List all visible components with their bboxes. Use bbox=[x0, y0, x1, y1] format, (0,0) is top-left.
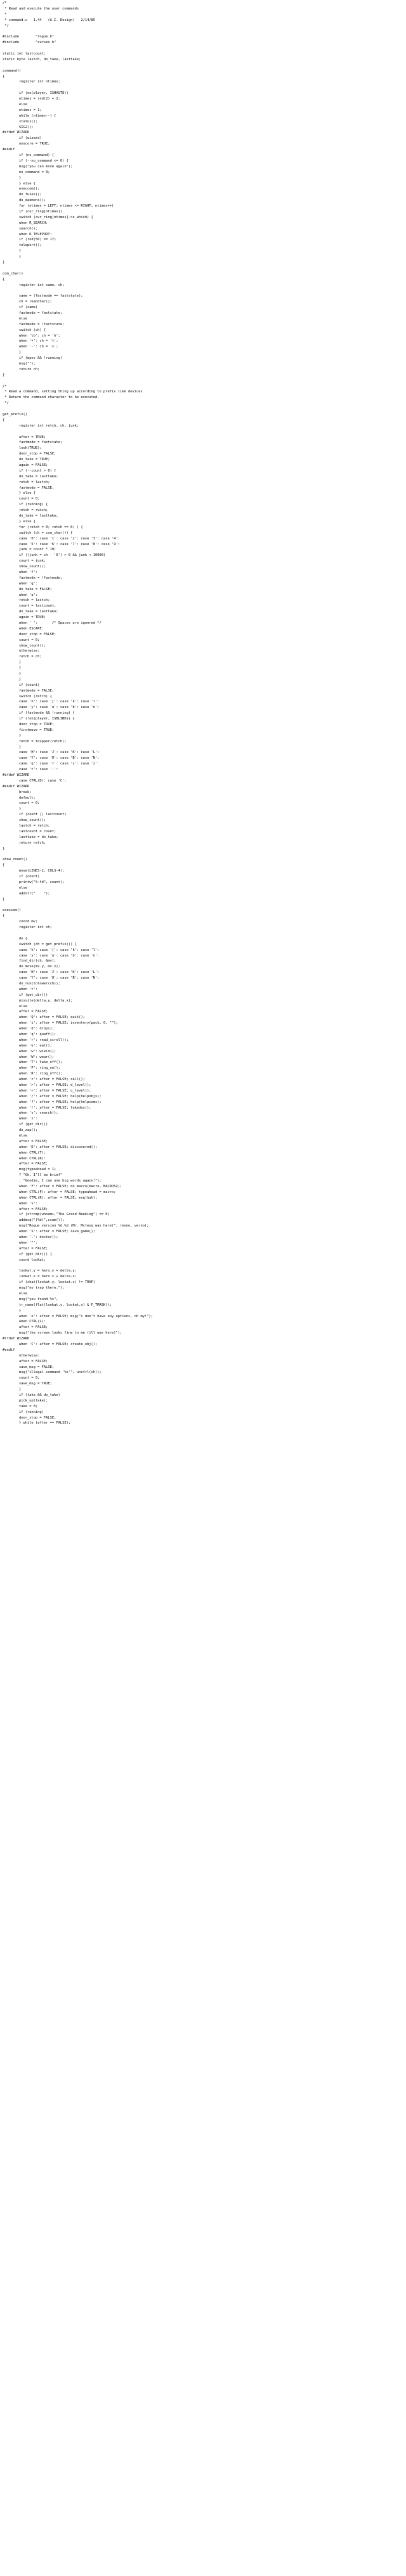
code-line: } bbox=[3, 733, 22, 738]
code-line: return ch; bbox=[3, 367, 40, 371]
code-line: otherwise: bbox=[3, 649, 40, 654]
code-line: do_take = TRUE; bbox=[3, 458, 50, 462]
code-line bbox=[3, 903, 406, 908]
code-line: retch = lastch; bbox=[3, 598, 50, 603]
code-line: } bbox=[3, 1308, 22, 1313]
code-line: when CTRL(L): bbox=[3, 1320, 46, 1324]
code-line: * Read a command, setting thing up according to prefix like devices bbox=[3, 390, 143, 394]
code-line: msg("the screen looks fine to me (jll was here)"); bbox=[3, 1331, 122, 1336]
code-line: when '>': after = FALSE; d_level(); bbox=[3, 1083, 91, 1087]
code-line: when 'o': after = FALSE; msg("i don't have any options, oh my!"); bbox=[3, 1314, 153, 1318]
code-line: } bbox=[3, 660, 22, 665]
code-line: count = 0; bbox=[3, 638, 40, 642]
code-line bbox=[3, 288, 406, 293]
code-line: msg("illegal command '%s'", unctrl(ch)); bbox=[3, 1370, 102, 1375]
code-line: } else { bbox=[3, 491, 36, 496]
code-line: do_take = lasttake; bbox=[3, 610, 58, 614]
code-line: when 'S': after = FALSE; save_game(); bbox=[3, 1230, 96, 1234]
code-line: */ bbox=[3, 23, 9, 28]
code-line: #ifdef WIZARD bbox=[3, 131, 30, 135]
code-line: else bbox=[3, 316, 27, 321]
code-line: after = FALSE; bbox=[3, 1207, 48, 1211]
code-line: if (chat(lookat.y, lookat.x) != TRAP) bbox=[3, 1280, 96, 1285]
code-line: if (running) { bbox=[3, 503, 48, 507]
code-line: show_count(); bbox=[3, 818, 46, 823]
code-line: return retch; bbox=[3, 840, 46, 845]
code-line: register int ntimes; bbox=[3, 80, 60, 84]
code-line: after = FALSE; bbox=[3, 1325, 48, 1330]
code-line: if (count || lastcount) bbox=[3, 813, 67, 817]
code-line: addstr(" "); bbox=[3, 891, 50, 896]
code-line: msg(typeahead = 1) bbox=[3, 1168, 56, 1172]
code-line: count = 0; bbox=[3, 801, 40, 806]
code-line: if (take && do_take) bbox=[3, 1393, 60, 1397]
code-line: #endif bbox=[3, 148, 15, 152]
code-line: switch (ch) { bbox=[3, 328, 46, 332]
code-line: do { bbox=[3, 936, 27, 941]
code-line: after = FALSE; bbox=[3, 1359, 48, 1363]
code-line: } bbox=[3, 260, 5, 264]
code-line: when '?': after = FALSE; help(helpcoms); bbox=[3, 1100, 102, 1104]
code-line: when '.': doctor(); bbox=[3, 1235, 58, 1240]
code-line: retch = lastch; bbox=[3, 480, 50, 484]
code-line: if (--no_command <= 0) { bbox=[3, 158, 69, 163]
code-line: when '^': bbox=[3, 1240, 38, 1245]
code-line: /* bbox=[3, 1, 7, 5]
code-line: pick_up(take); bbox=[3, 1398, 48, 1403]
code-line: again = FALSE; bbox=[3, 463, 48, 468]
code-line: case 'y': case 'u': case 'b': case 'n': bbox=[3, 705, 100, 710]
code-line: } bbox=[3, 351, 22, 355]
code-line: #include "curses.h" bbox=[3, 41, 56, 45]
code-line: #include "rogue.h" bbox=[3, 35, 55, 39]
code-line: when 'C': after = FALSE; create_obj(); bbox=[3, 1342, 98, 1346]
code-line: when '!': after = FALSE; fakedos(); bbox=[3, 1105, 91, 1110]
code-line: } bbox=[3, 176, 22, 180]
code-line: register int same, ch; bbox=[3, 283, 65, 287]
code-line: when '/': after = FALSE; help(helpobjs); bbox=[3, 1094, 102, 1098]
code-line: case 'H': case 'J': case 'K': case 'L': bbox=[3, 750, 100, 755]
code-line: do_take = FALSE; bbox=[3, 587, 52, 591]
code-line: if (mpos && !running) bbox=[3, 356, 63, 361]
code-line: if (wizard) bbox=[3, 136, 42, 141]
code-line: same = (fastmode == faststate); bbox=[3, 294, 83, 299]
code-line: door_stop = FALSE; bbox=[3, 452, 56, 456]
code-line: switch (cur_ring[ntimes]->o_which) { bbox=[3, 215, 93, 219]
code-line: lookat.x = hero.x + delta.x; bbox=[3, 1275, 77, 1279]
code-line: ch = readchar(); bbox=[3, 300, 52, 304]
code-line: } bbox=[3, 1388, 22, 1392]
code-line: else bbox=[3, 1004, 27, 1008]
code-line: no_command = 0; bbox=[3, 170, 50, 174]
code-line: when 'w': wield(); bbox=[3, 1049, 56, 1053]
code-line: retch = runch; bbox=[3, 508, 48, 513]
code-line: } else { bbox=[3, 181, 36, 186]
code-line: after = FALSE; bbox=[3, 1139, 48, 1143]
code-line: count = 0; bbox=[3, 1376, 40, 1381]
code-line: show_count(); bbox=[3, 565, 46, 569]
code-line: * Read and execute the user commands bbox=[3, 6, 79, 11]
code-line: } while (after == FALSE); bbox=[3, 1421, 71, 1426]
code-line: fastmode = !fastmode; bbox=[3, 576, 63, 580]
code-line: when '-': ch = 's'; bbox=[3, 345, 58, 349]
code-line: when 'e': eat(); bbox=[3, 1043, 52, 1048]
code-line: default: bbox=[3, 795, 36, 800]
code-line: if (on(player, ISHASTE)) bbox=[3, 91, 69, 96]
code-line: SIG2(); bbox=[3, 125, 34, 129]
code-line: coord lookat; bbox=[3, 1258, 46, 1262]
code-line: when CTRL(R): after = FALSE; msg(huh); bbox=[3, 1195, 98, 1200]
code-line: } bbox=[3, 255, 22, 259]
code-line: when 'r': read_scroll(); bbox=[3, 1038, 69, 1042]
code-line: fastmode = FALSE; bbox=[3, 688, 55, 693]
code-line: do_fuses(); bbox=[3, 193, 42, 197]
code-line: } bbox=[3, 666, 22, 671]
code-line: lookat.y = hero.y + delta.y; bbox=[3, 1269, 77, 1273]
code-line: switch (ch = com_char()) { bbox=[3, 531, 73, 535]
code-line: coord mv; bbox=[3, 920, 38, 924]
code-line: when CTRL(R): bbox=[3, 1156, 46, 1161]
code-line: if (cur_ring[ntimes]) bbox=[3, 209, 63, 214]
code-line: when 'a': bbox=[3, 593, 38, 597]
code-line: ntimes = rnd(2) + 2; bbox=[3, 97, 60, 101]
code-line: if (get_dir()) { bbox=[3, 1252, 52, 1256]
code-line: when R_SEARCH: bbox=[3, 221, 48, 225]
code-line: after = TRUE; bbox=[3, 435, 46, 439]
code-line: ? "Ok, I'll be brief" bbox=[3, 1173, 63, 1178]
code-line: when 't': bbox=[3, 987, 38, 991]
code-line: when 'v': bbox=[3, 1201, 38, 1206]
code-line: case 'y': case 'u': case 'b': case 'n': bbox=[3, 953, 100, 958]
code-line: msg("you can move again"); bbox=[3, 164, 73, 169]
code-line: case 'Y': case 'U': case 'B': case 'N': bbox=[3, 976, 100, 981]
code-line: fastmode = faststate; bbox=[3, 311, 63, 315]
code-line: when 's': search(); bbox=[3, 1111, 58, 1116]
code-line: when 'f': bbox=[3, 570, 38, 574]
code-line: when 'd': drop(); bbox=[3, 1027, 55, 1031]
code-line: * Return the command character to be executed. bbox=[3, 396, 100, 400]
code-line: addmsg("(%d)",csum()); bbox=[3, 1218, 65, 1223]
code-line: #endif WIZARD bbox=[3, 784, 30, 789]
code-line: do_take = lasttake; bbox=[3, 474, 58, 479]
code-line: when 'q': quaff(); bbox=[3, 1032, 56, 1036]
code-line: when 'Q': after = FALSE; quit(); bbox=[3, 1015, 85, 1020]
code-line: case '0': case '1': case '2': case '3': case '4': bbox=[3, 536, 120, 541]
code-line: count = junk; bbox=[3, 559, 46, 564]
code-line: retch = ch; bbox=[3, 655, 42, 659]
code-line bbox=[3, 851, 406, 857]
code-line: when 'R': ring_off(); bbox=[3, 1072, 63, 1076]
code-line: teleport(); bbox=[3, 243, 42, 248]
code-line: */ bbox=[3, 401, 9, 406]
code-line: when CTRL(F): after = FALSE; typeahead = macro; bbox=[3, 1190, 116, 1194]
code-line bbox=[3, 29, 406, 34]
code-line: case 'h': case 'j': case 'k': case 'l': bbox=[3, 700, 100, 704]
code-line: ntimes = 1; bbox=[3, 108, 42, 112]
code-line: } bbox=[3, 745, 22, 749]
code-line: switch (retch) { bbox=[3, 694, 52, 699]
code-line: door_stop = FALSE; bbox=[3, 1415, 56, 1420]
code-line: when ESCAPE: bbox=[3, 626, 44, 631]
code-line bbox=[3, 266, 406, 271]
code-line: missile(delta.y, delta.x); bbox=[3, 998, 73, 1003]
code-line: do_take = lasttake; bbox=[3, 514, 58, 518]
code-line: break; bbox=[3, 790, 32, 794]
code-line: msg("no trap there."); bbox=[3, 1286, 65, 1291]
code-line: { bbox=[3, 277, 5, 281]
code-line: when 'D': after = FALSE; discovered(); bbox=[3, 1145, 98, 1149]
code-line: com_char() bbox=[3, 271, 23, 276]
code-line: door_stop = TRUE; bbox=[3, 723, 55, 726]
code-line bbox=[3, 931, 406, 936]
code-line: else bbox=[3, 1291, 27, 1296]
code-line: again = TRUE; bbox=[3, 615, 46, 620]
code-line bbox=[3, 1263, 406, 1269]
code-line: else bbox=[3, 103, 27, 107]
code-line: when CTRL(T): bbox=[3, 1150, 46, 1155]
code-line: { bbox=[3, 863, 5, 868]
code-line: } bbox=[3, 249, 22, 254]
code-line: } bbox=[3, 846, 5, 851]
code-line: } bbox=[3, 807, 22, 811]
code-line: count = 0; bbox=[3, 497, 40, 501]
code-line: if (strcmp(whoami,"The Grand Beeking") == 0) bbox=[3, 1213, 110, 1217]
code-line: else bbox=[3, 1134, 27, 1138]
code-line: get_prefix() bbox=[3, 413, 27, 417]
code-line: command() bbox=[3, 68, 22, 73]
code-line: if (no_command) { bbox=[3, 153, 55, 158]
code-line: while (ntimes--) { bbox=[3, 113, 56, 118]
code-line: lasttake = do_take; bbox=[3, 835, 58, 839]
code-line: retch = toupper(retch); bbox=[3, 739, 67, 744]
code-line: when 'g': bbox=[3, 581, 38, 586]
code-line: * command.c 1.44 (A.I. Design) 2/14/85 bbox=[3, 18, 96, 22]
code-line: firstmove = TRUE; bbox=[3, 728, 55, 732]
code-line: when '+': ch = 't'; bbox=[3, 339, 58, 344]
code-line: if (count) bbox=[3, 683, 40, 687]
code-line: msg("Rogue version %d.%d (Mr. Mctesq was here)", revno, verno); bbox=[3, 1224, 149, 1228]
code-line: after = FALSE; bbox=[3, 1246, 48, 1251]
code-line: if (!on(player, ISBLIND)) { bbox=[3, 717, 75, 721]
code-line: when 'F': after = FALSE; do_macro(macro, MACROSZ); bbox=[3, 1185, 122, 1189]
code-line: when R_TELEPORT: bbox=[3, 232, 52, 236]
code-line: save_msg = FALSE; bbox=[3, 1365, 55, 1369]
code-line: when 'W': wear(); bbox=[3, 1055, 55, 1059]
code-line: fastmode = !faststate; bbox=[3, 322, 65, 326]
code-line: when ' ': /* Spaces are ignored */ bbox=[3, 621, 102, 625]
code-line: if (same) bbox=[3, 306, 38, 310]
code-line: do_zap(); bbox=[3, 1128, 38, 1133]
code-line bbox=[3, 63, 406, 68]
code-line: tr_name(flat(lookat.y, lookat.x) & F_TMASK)); bbox=[3, 1303, 112, 1307]
code-line: for (ntimes = LEFT; ntimes <= RIGHT; ntimes++) bbox=[3, 204, 114, 209]
code-line: { bbox=[3, 418, 5, 422]
code-line: fastmode = faststate; bbox=[3, 441, 63, 445]
code-line: after = FALSE; bbox=[3, 1010, 48, 1014]
code-line: fastmode = FALSE; bbox=[3, 486, 55, 490]
code-line: case 'Y': case 'U': case 'B': case 'N': bbox=[3, 756, 100, 761]
code-line bbox=[3, 378, 406, 384]
code-line bbox=[3, 406, 406, 412]
code-line: { bbox=[3, 914, 5, 918]
code-line: static byte lastch, do_take, lasttake; bbox=[3, 57, 81, 61]
code-line: #ifdef WIZARD bbox=[3, 773, 30, 778]
code-line: printw("%-4d", count); bbox=[3, 880, 65, 884]
code-line: case '5': case '6': case '7': case '8': case '9': bbox=[3, 542, 120, 546]
code-line: when '\b': ch = 'h'; bbox=[3, 333, 60, 338]
code-line: search(); bbox=[3, 226, 38, 231]
code-line: if (rnd(50) == 17) bbox=[3, 238, 56, 242]
code-line: show_count() bbox=[3, 858, 27, 862]
code-line: do_move(mv.y, mv.x); bbox=[3, 965, 60, 969]
code-line: if ((junk = ch - '0') > 0 && junk < 10000) bbox=[3, 553, 106, 558]
code-line: switch (ch = get_prefix()) { bbox=[3, 942, 77, 946]
code-line: execcom() bbox=[3, 908, 22, 913]
code-line bbox=[3, 46, 406, 51]
code-line: take = 0; bbox=[3, 1404, 38, 1408]
code-line: noscore = TRUE; bbox=[3, 142, 50, 146]
code-line: case 't': case '.': bbox=[3, 768, 58, 772]
code-line: msg("you found %s", bbox=[3, 1297, 58, 1301]
code-line: move(LINES-2, COLS-4); bbox=[3, 869, 65, 873]
code-line: #endif bbox=[3, 1348, 15, 1352]
code-line: case 'H': case 'J': case 'K': case 'L': bbox=[3, 970, 100, 975]
code-line bbox=[3, 429, 406, 435]
code-line: look(TRUE); bbox=[3, 446, 42, 451]
code-line: case 'q': case 'r': case 's': case 'z': bbox=[3, 762, 100, 766]
code-line: register int ch; bbox=[3, 925, 52, 930]
code-line: } bbox=[3, 373, 5, 377]
code-line: if (count) bbox=[3, 875, 40, 879]
code-line: when 'c': after = FALSE; call(); bbox=[3, 1078, 85, 1082]
code-line: register int retch, ch, junk; bbox=[3, 423, 79, 428]
code-line: when 'z': bbox=[3, 1117, 38, 1121]
code-line: junk = count * 10; bbox=[3, 548, 56, 552]
code-line: if (get_dir()) bbox=[3, 1123, 48, 1127]
code-line: /* bbox=[3, 384, 7, 389]
code-line: lastch = retch; bbox=[3, 824, 50, 828]
code-line: case CTRL(D): case 'C': bbox=[3, 778, 67, 783]
code-line: if (get_dir()) bbox=[3, 993, 48, 997]
code-line: when '<': after = FALSE; u_level(); bbox=[3, 1088, 91, 1093]
code-line: if (--count > 0) { bbox=[3, 468, 56, 473]
code-line: if (fastmode && !running) { bbox=[3, 711, 75, 716]
code-line: status(); bbox=[3, 119, 38, 124]
code-line: when 'i': after = FALSE; inventory(pack, 0, ""); bbox=[3, 1021, 118, 1026]
code-line: when 'T': take_off(); bbox=[3, 1060, 63, 1065]
code-line bbox=[3, 85, 406, 91]
code-line: case 'h': case 'j': case 'k': case 'l': bbox=[3, 948, 100, 952]
code-line: } bbox=[3, 671, 22, 676]
code-line: do_daemons(); bbox=[3, 198, 46, 203]
code-line: execcom(); bbox=[3, 187, 40, 191]
code-line: if (running) bbox=[3, 1410, 44, 1414]
code-line: after = FALSE; bbox=[3, 1162, 48, 1166]
code-line: save_msg = TRUE; bbox=[3, 1382, 52, 1386]
code-line: #ifdef WIZARD bbox=[3, 1337, 30, 1341]
code-line: otherwise: bbox=[3, 1353, 40, 1358]
code-line: } else { bbox=[3, 519, 36, 524]
code-line: find_dir(ch, &mv); bbox=[3, 959, 56, 963]
code-line: * bbox=[3, 12, 7, 16]
code-line: for (retch = 0; retch == 0; ) { bbox=[3, 525, 83, 529]
code-line: when 'P': ring_on(); bbox=[3, 1066, 60, 1071]
code-line: } bbox=[3, 897, 5, 901]
code-line: { bbox=[3, 74, 5, 79]
code-line: : "Goodie, I can use big words again!"); bbox=[3, 1179, 102, 1183]
code-line: msg(""); bbox=[3, 362, 36, 366]
code-line: else bbox=[3, 886, 27, 890]
code-line: count = lastcount; bbox=[3, 604, 56, 609]
code-line: show_count(); bbox=[3, 643, 46, 648]
code-line: door_stop = FALSE; bbox=[3, 632, 56, 636]
code-line: lastcount = count; bbox=[3, 829, 56, 834]
code-line: } bbox=[3, 677, 22, 681]
code-line: do_run(tolower(ch)); bbox=[3, 981, 60, 986]
code-line: static int lastcount; bbox=[3, 52, 46, 56]
